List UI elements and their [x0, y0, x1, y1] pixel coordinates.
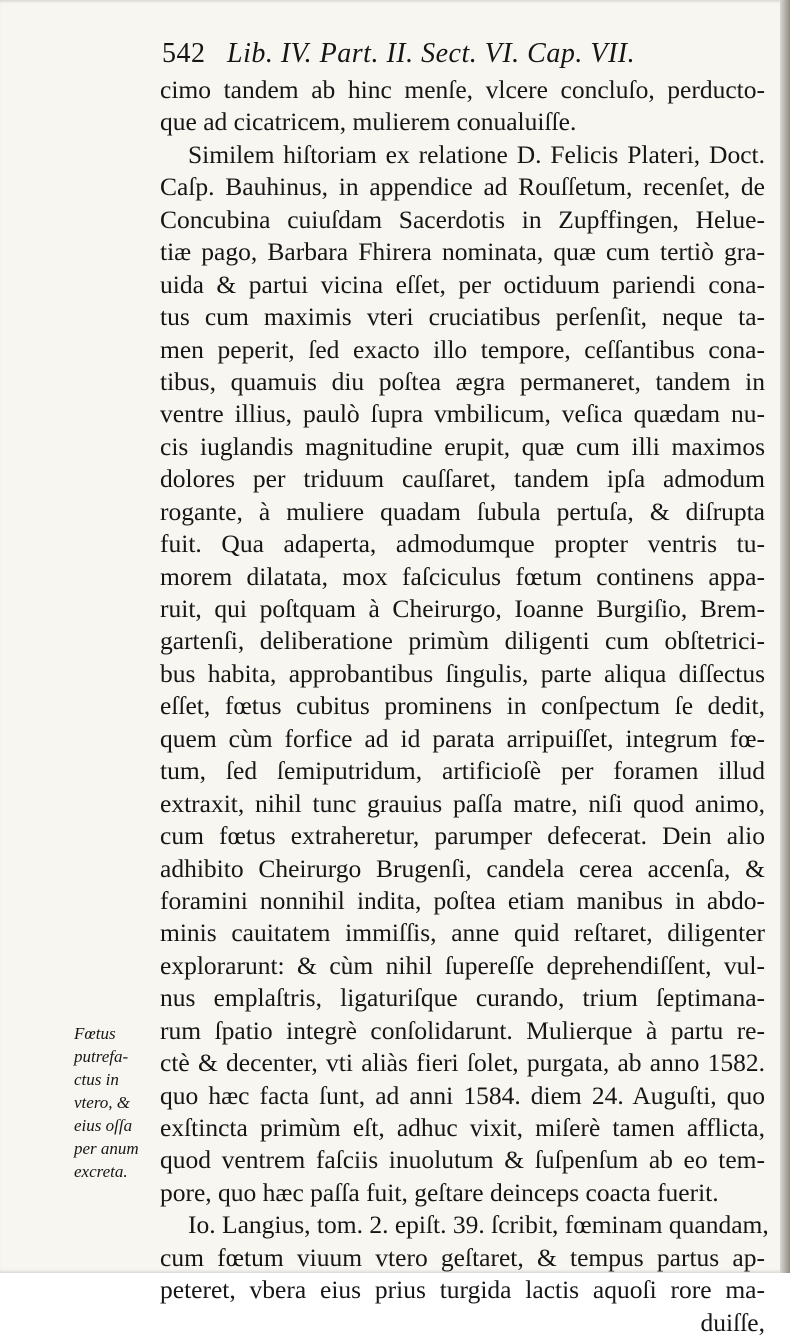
text-line: eſſet, fœtus cubitus prominens in conſpectum ſe dedit,: [160, 691, 765, 721]
text-line: Caſp. Bauhinus, in appendice ad Rouſſetum, recenſet, de: [160, 172, 765, 202]
running-header: [162, 38, 762, 70]
text-line: ventre illius, paulò ſupra vmbilicum, veſica quædam nu-: [160, 399, 765, 429]
text-line: tus cum maximis vteri cruciatibus perſenſit, neque ta-: [160, 302, 765, 332]
text-line: nus emplaſtris, ligaturiſque curando, trium ſeptimana-: [160, 983, 765, 1013]
page-edge-shadow: [780, 0, 790, 1273]
text-line: cum fœtus extraheretur, parumper defecerat. Dein alio: [160, 821, 765, 851]
text-line: ctè & decenter, vti aliàs fieri ſolet, purgata, ab anno 1582.: [160, 1048, 765, 1078]
text-line: explorarunt: & cùm nihil ſupereſſe deprehendiſſent, vul-: [160, 950, 765, 980]
text-line: pore, quo hæc paſſa fuit, geſtare deinceps coacta fuerit.: [160, 1177, 719, 1207]
margin-note-line: Fœtus: [74, 1024, 116, 1043]
text-line: Io. Langius, tom. 2. epiſt. 39. ſcribit, fœminam quandam,: [188, 1210, 769, 1240]
margin-note-line: per anum: [74, 1139, 139, 1158]
margin-note-line: putrefa-: [74, 1047, 129, 1066]
page-number: 542: [162, 38, 206, 69]
text-line: cum fœtum viuum vtero geſtaret, & tempus partus ap-: [160, 1242, 765, 1272]
text-line: tibus, quamuis diu poſtea ægra permaneret, tandem in: [160, 366, 765, 396]
text-line: ruit, qui poſtquam à Cheirurgo, Ioanne Burgiſio, Brem-: [160, 594, 765, 623]
text-line: fuit. Qua adaperta, admodumque propter ventris tu-: [160, 529, 765, 559]
text-line: duiſſe,: [700, 1307, 765, 1337]
text-line: Similem hiſtoriam ex relatione D. Felicis Plateri, Doct.: [188, 139, 765, 169]
text-line: extraxit, nihil tunc grauius paſſa matre, niſi quod animo,: [160, 788, 765, 818]
margin-note-line: eius oſſa: [74, 1116, 133, 1135]
text-line: cis iuglandis magnitudine erupit, quæ cum illi maximos: [160, 431, 765, 461]
text-line: dolores per triduum cauſſaret, tandem ipſa admodum: [160, 464, 765, 494]
text-line: tiæ pago, Barbara Fhirera nominata, quæ cum tertiò gra-: [160, 237, 765, 267]
text-line: rum ſpatio integrè conſolidarunt. Mulierque à partu re-: [160, 1015, 765, 1045]
text-line: gartenſi, deliberatione primùm diligenti cum obſtetrici-: [160, 626, 765, 656]
text-line: minis cauitatem immiſſis, anne quid reſtaret, diligenter: [160, 918, 765, 948]
text-line: morem dilatata, mox faſciculus fœtum continens appa-: [160, 561, 765, 591]
margin-note: [74, 1022, 170, 1183]
text-line: quo hæc facta ſunt, ad anni 1584. diem 24. Auguſti, quo: [160, 1080, 765, 1110]
text-line: exſtincta primùm eſt, adhuc vixit, miſerè tamen afflicta,: [160, 1113, 765, 1142]
text-line: cimo tandem ab hinc menſe, vlcere concluſo, perducto-: [160, 75, 765, 104]
text-line: bus habita, approbantibus ſingulis, parte aliqua diſſectus: [160, 658, 765, 688]
text-line: tum, ſed ſemiputridum, artificioſè per foramen illud: [160, 756, 765, 786]
text-line: uida & partui vicina eſſet, per octiduum pariendi cona-: [160, 269, 765, 299]
text-line: men peperit, ſed exacto illo tempore, ceſſantibus cona-: [160, 334, 765, 364]
text-line: rogante, à muliere quadam ſubula pertuſa, & diſrupta: [160, 496, 765, 526]
text-line: foramini nonnihil indita, poſtea etiam manibus in abdo-: [160, 885, 765, 915]
text-line: quod ventrem faſciis inuolutum & ſuſpenſum ab eo tem-: [160, 1145, 765, 1175]
text-line: adhibito Cheirurgo Brugenſi, candela cerea accenſa, &: [160, 853, 765, 883]
body-text: [160, 74, 769, 1339]
text-line: quem cùm forfice ad id parata arripuiſſet, integrum fœ-: [160, 723, 765, 753]
margin-note-line: excreta.: [74, 1162, 128, 1181]
text-line: Concubina cuiuſdam Sacerdotis in Zupffingen, Helue-: [160, 204, 765, 234]
margin-note-line: ctus in: [74, 1070, 119, 1089]
text-line: peteret, vbera eius prius turgida lactis aquoſi rore ma-: [160, 1275, 765, 1305]
text-line: que ad cicatricem, mulierem conualuiſſe.: [160, 107, 577, 137]
running-title: Lib. IV. Part. II. Sect. VI. Cap. VII.: [227, 38, 636, 69]
margin-note-line: vtero, &: [74, 1093, 131, 1112]
